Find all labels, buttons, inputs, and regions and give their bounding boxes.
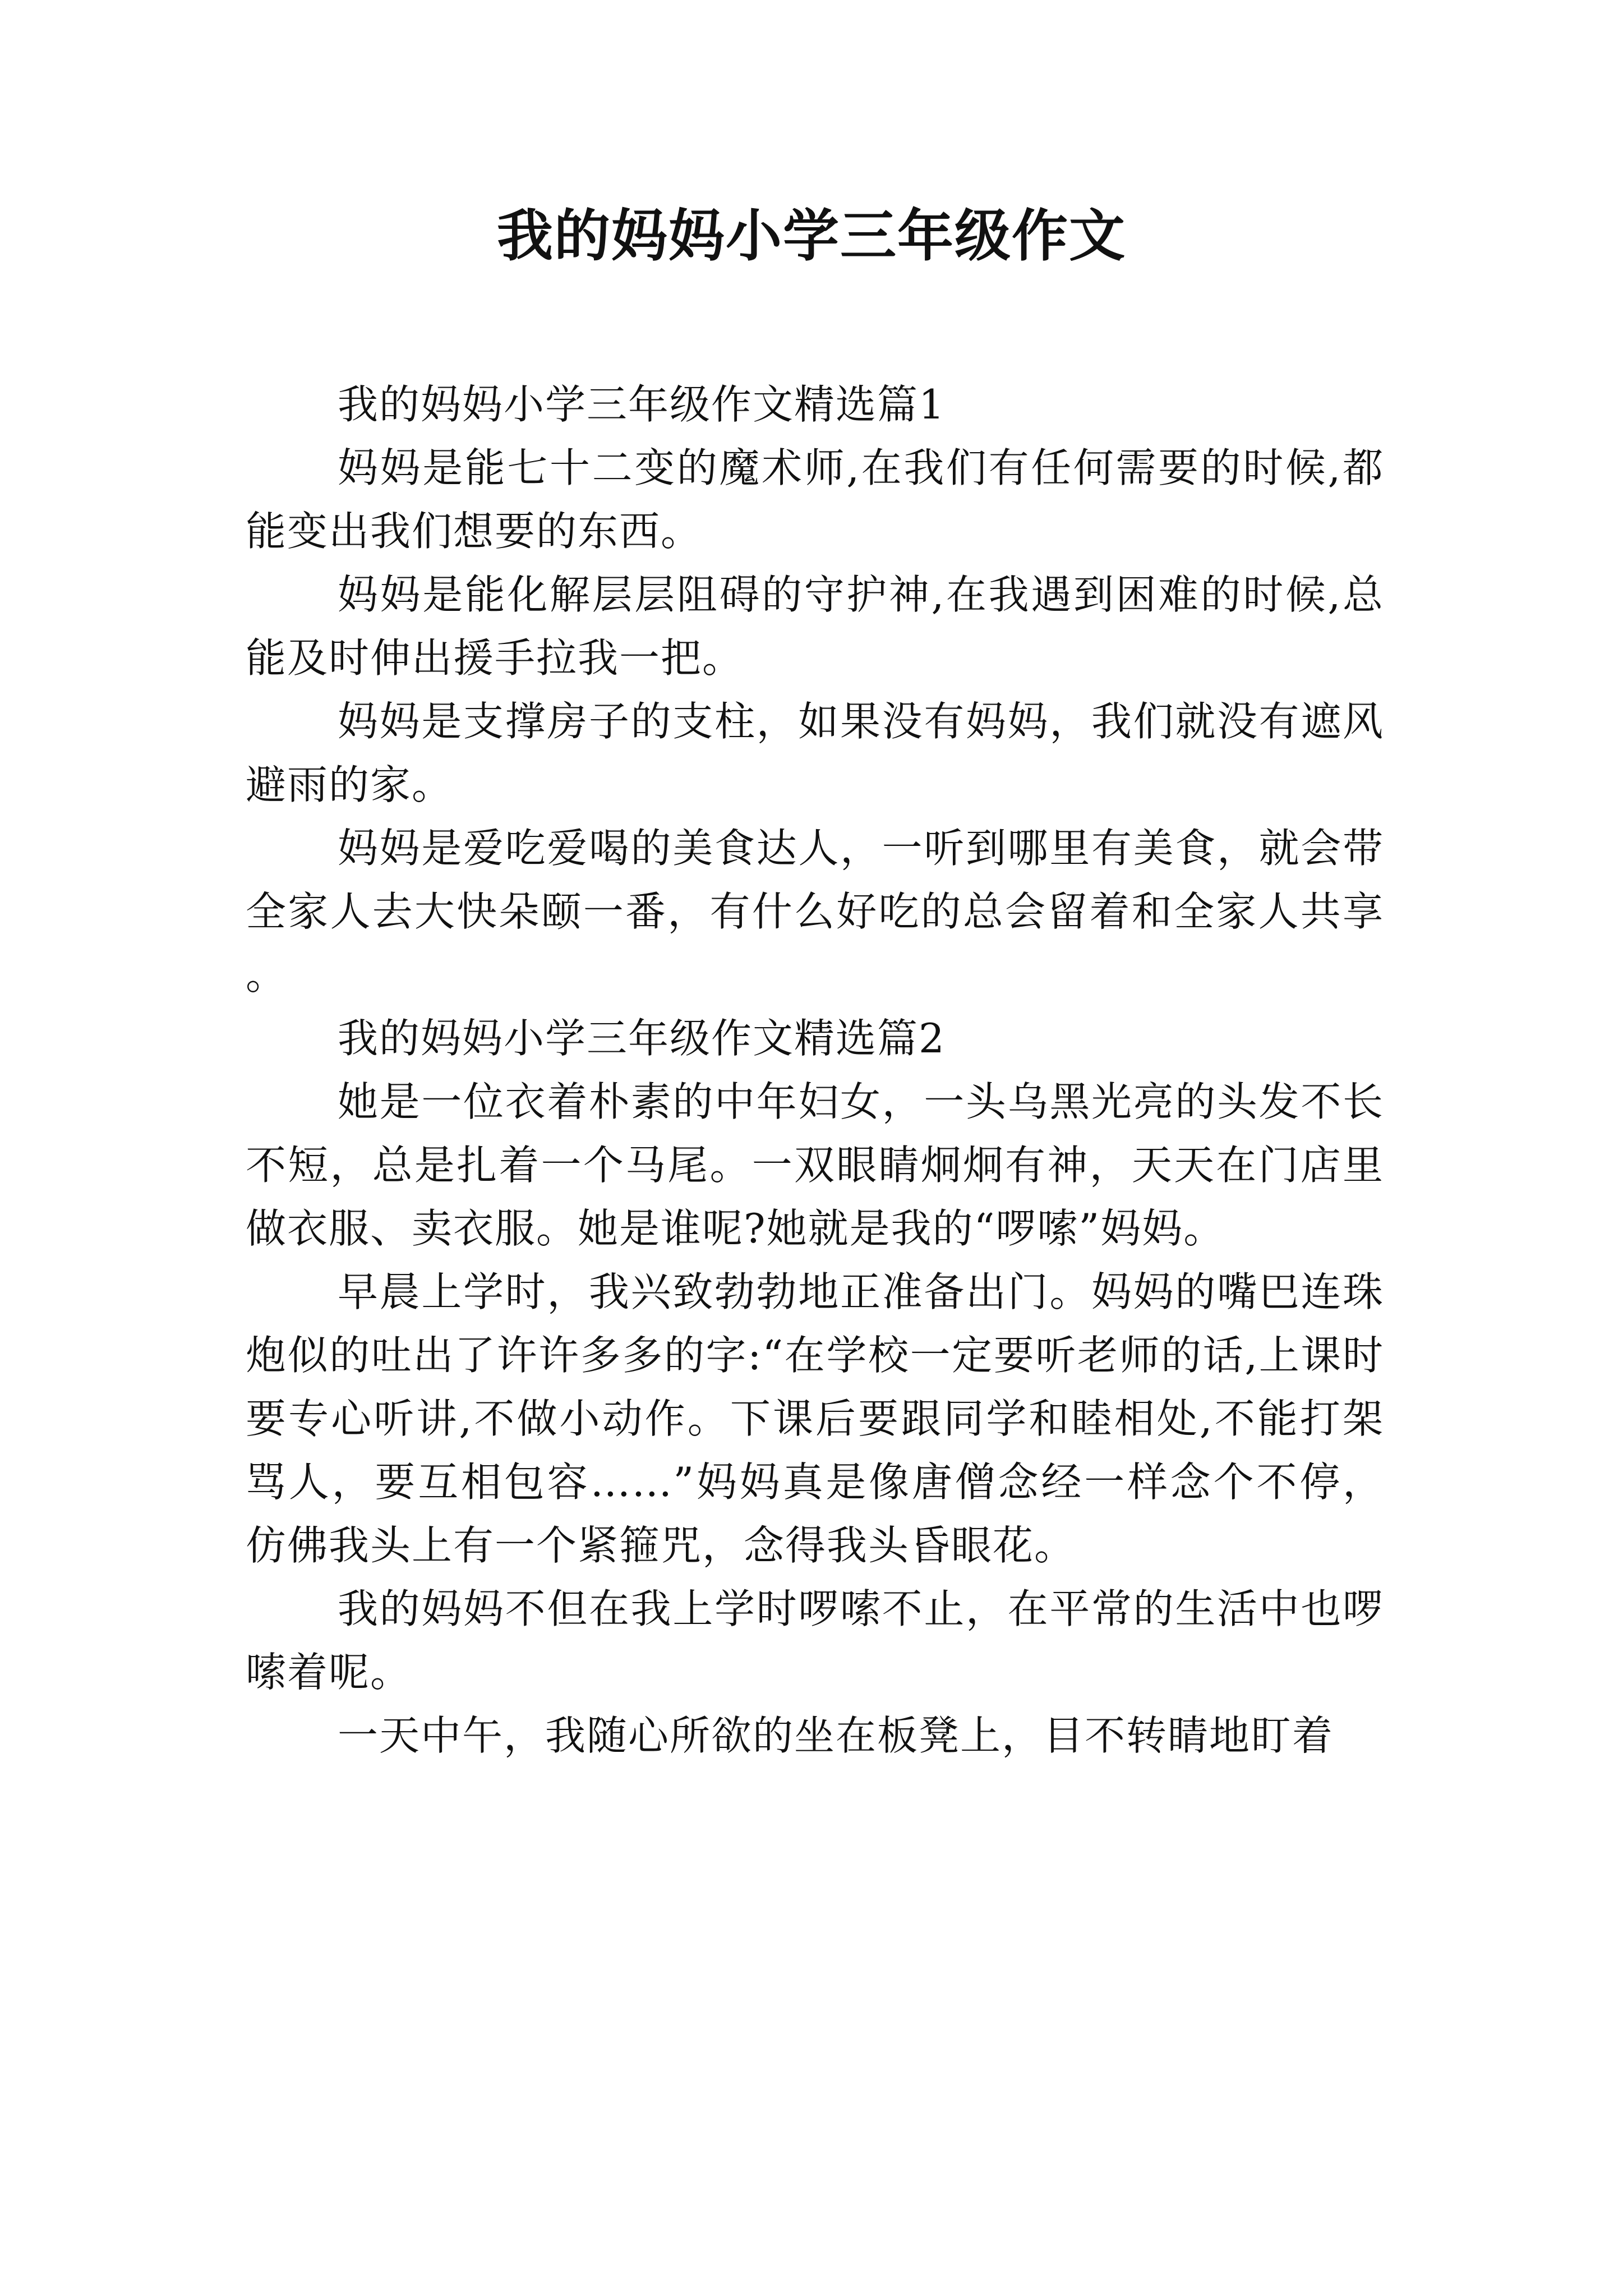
document-title: 我的妈妈小学三年级作文 — [497, 203, 1126, 269]
paragraph: 我的妈妈不但在我上学时啰嗦不止，在平常的生活中也啰嗦着呢。 — [246, 1585, 1384, 1696]
paragraph: 早晨上学时，我兴致勃勃地正准备出门。妈妈的嘴巴连珠炮似的吐出了许许多多的字:“在学校一定要听老师的话,上课时要专心听讲,不做小动作。下课后要跟同学和睦相处,不能打架骂人，要互相包容……”妈妈真是像唐僧念经一样念个不停，仿佛我头上有一个紧箍咒，念得我头昏眼花。 — [246, 1268, 1384, 1569]
paragraph: 妈妈是能七十二变的魔术师,在我们有任何需要的时候,都能变出我们想要的东西。 — [246, 444, 1384, 555]
paragraph: 妈妈是支撑房子的支柱，如果没有妈妈，我们就没有遮风避雨的家。 — [246, 698, 1384, 808]
section-heading-2: 我的妈妈小学三年级作文精选篇2 — [338, 1015, 946, 1062]
paragraph: 一天中午，我随心所欲的坐在板凳上，目不转睛地盯着 — [338, 1712, 1334, 1759]
paragraph: 她是一位衣着朴素的中年妇女，一头乌黑光亮的头发不长不短，总是扎着一个马尾。一双眼睛炯炯有神，天天在门店里做衣服、卖衣服。她是谁呢?她就是我的“啰嗦”妈妈。 — [246, 1078, 1384, 1252]
paragraph: 妈妈是爱吃爱喝的美食达人，一听到哪里有美食，就会带全家人去大快朵颐一番，有什么好吃的总会留着和全家人共享。 — [246, 825, 1384, 999]
paragraph: 妈妈是能化解层层阻碍的守护神,在我遇到困难的时候,总能及时伸出援手拉我一把。 — [246, 571, 1384, 682]
document-body — [246, 373, 1384, 1768]
section-heading-1: 我的妈妈小学三年级作文精选篇1 — [338, 381, 946, 428]
